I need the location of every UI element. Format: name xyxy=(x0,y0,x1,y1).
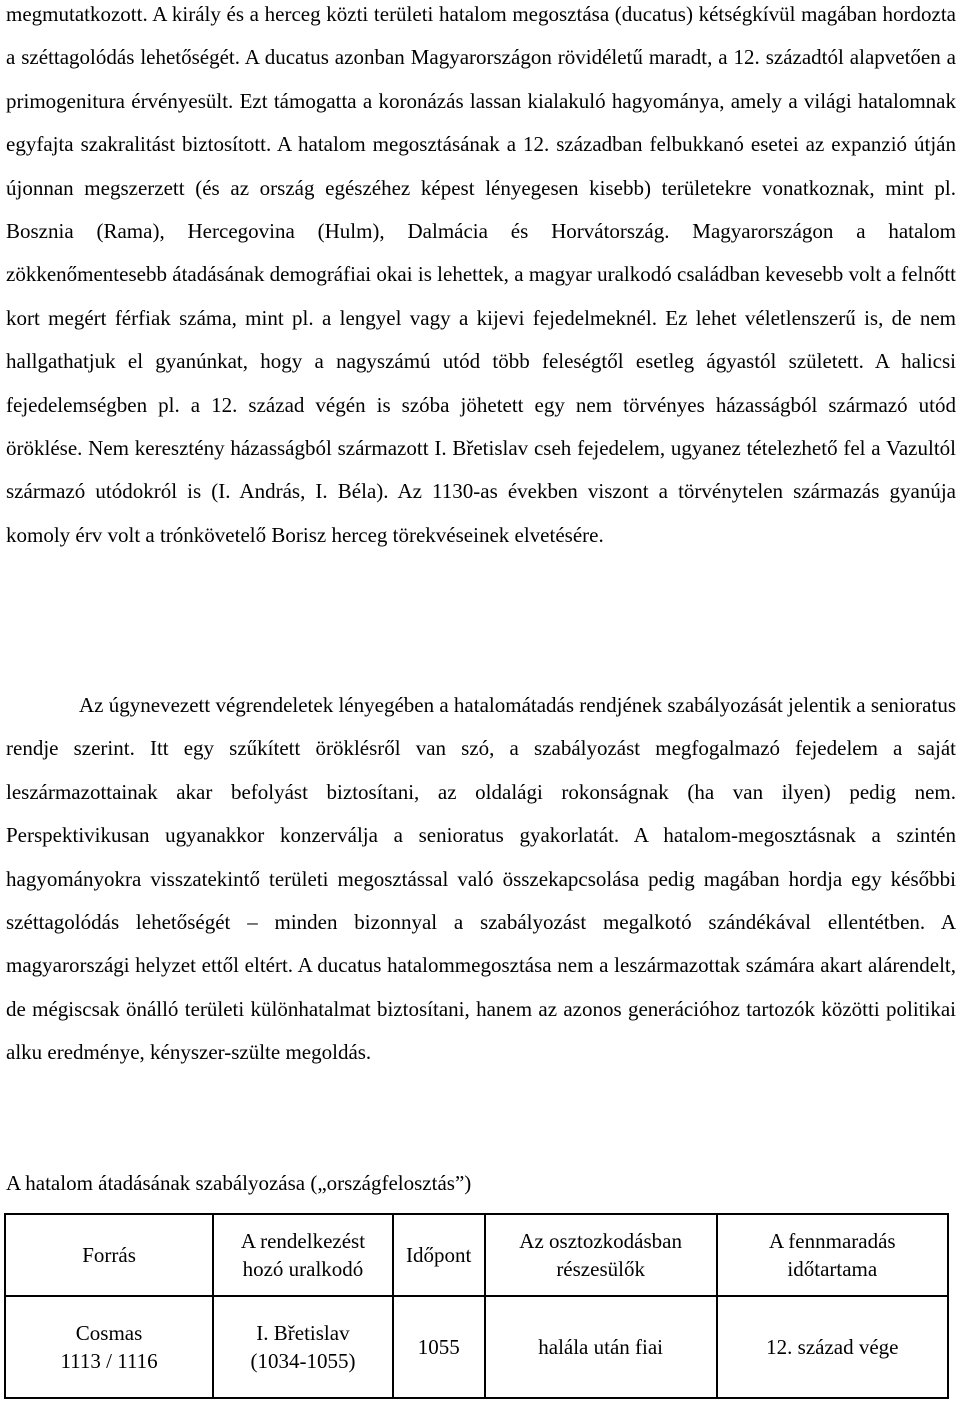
header-cell-date xyxy=(393,1214,485,1296)
header-cell-duration xyxy=(717,1214,948,1296)
cell-line: Forrás xyxy=(82,1243,136,1267)
cell-line: A rendelkezést xyxy=(240,1229,366,1253)
cell-line: I. Břetislav xyxy=(256,1321,350,1345)
cell-line: részesülők xyxy=(556,1257,645,1281)
cell-line: Cosmas xyxy=(75,1321,143,1345)
cell-line: A fennmaradás xyxy=(769,1229,896,1253)
cell-source xyxy=(5,1296,213,1398)
cell-line: Időpont xyxy=(406,1243,472,1267)
cell-ruler xyxy=(213,1296,393,1398)
body-paragraph-1: megmutatkozott. A király és a herceg közti területi hatalom megosztása (ducatus) kétségkívül magában hordozta a széttagolódás lehetőségét. A ducatus azonban Magyarországon rövidéletű maradt, a 12. századtól alapvetően a primogenitura érvényesült. Ezt támogatta a koronázás lassan kialakuló hagyománya, amely a világi hatalomnak egyfajta szakralitást biztosított. A hatalom megosztásának a 12. században felbukkanó esetei az expanzió útján újonnan megszerzett (és az ország egészéhez képest lényegesen kisebb) területekre vonatkoznak, mint pl. Bosznia (Rama), Hercegovina (Hulm), Dalmácia és Horvátország. Magyarországon a hatalom zökkenőmentesebb átadásának demográfiai okai is lehettek, a magyar uralkodó családban kevesebb volt a felnőtt kort megért férfiak száma, mint pl. a lengyel vagy a kijevi fejedelmeknél. Ez lehet véletlenszerű is, de nem hallgathatjuk el gyanúnkat, hogy a nagyszámú utód több feleségtől esetleg ágyastól született. A halicsi fejedelemségben pl. a 12. század végén is szóba jöhetett egy nem törvényes házasságból származó utód öröklése. Nem keresztény házasságból származott I. Břetislav cseh fejedelem, ugyanez tételezhető fel a Vazultól származó utódokról is (I. András, I. Béla). Az 1130-as években viszont a törvénytelen származás gyanúja komoly érv volt a trónkövetelő Borisz herceg törekvéseinek elvetésére. xyxy=(6,2,956,547)
cell-line: 1113 / 1116 xyxy=(60,1349,158,1373)
table-header-row xyxy=(5,1214,948,1296)
table-caption: A hatalom átadásának szabályozása („országfelosztás”) xyxy=(6,1171,472,1195)
cell-line: 1055 xyxy=(417,1335,460,1359)
cell-line: 12. század vége xyxy=(766,1335,899,1359)
table-row xyxy=(5,1296,948,1398)
cell-date xyxy=(393,1296,485,1398)
header-cell-source xyxy=(5,1214,213,1296)
cell-line: (1034-1055) xyxy=(250,1349,356,1373)
cell-line: halála után fiai xyxy=(538,1335,664,1359)
succession-table xyxy=(4,1213,949,1399)
cell-line: Az osztozkodásban xyxy=(519,1229,682,1253)
cell-beneficiaries xyxy=(485,1296,717,1398)
cell-line: időtartama xyxy=(787,1257,878,1281)
cell-duration xyxy=(717,1296,948,1398)
header-cell-beneficiaries xyxy=(485,1214,717,1296)
header-cell-ruler xyxy=(213,1214,393,1296)
cell-line: hozó uralkodó xyxy=(242,1257,364,1281)
body-paragraph-2: Az úgynevezett végrendeletek lényegében a hatalomátadás rendjének szabályozását jelentik a senioratus rendje szerint. Itt egy szűkített öröklésről van szó, a szabályozást megfogalmazó fejedelem a saját leszármazottainak akar befolyást biztosítani, az oldalági rokonságnak (ha van ilyen) pedig nem. Perspektivikusan ugyanakkor konzerválja a senioratus gyakorlatát. A hatalom-megosztásnak a szintén hagyományokra visszatekintő területi megosztással való összekapcsolása pedig magában hordja egy későbbi széttagolódás lehetőségét – minden bizonnyal a szabályozást megalkotó szándékával ellentétben. A magyarországi helyzet ettől eltért. A ducatus hatalommegosztása nem a leszármazottak számára akart alárendelt, de mégiscsak önálló területi különhatalmat biztosítani, hanem az azonos generációhoz tartozók közötti politikai alku eredménye, kényszer-szülte megoldás. xyxy=(6,693,956,1065)
